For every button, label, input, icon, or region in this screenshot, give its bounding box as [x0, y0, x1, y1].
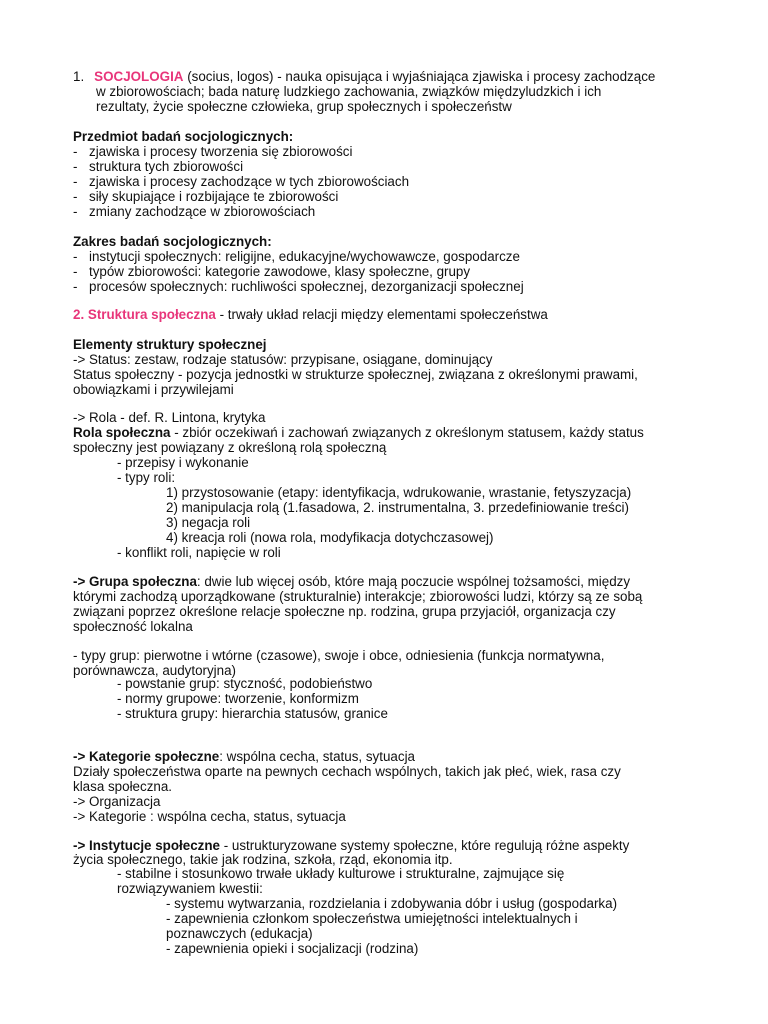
- rola-type-item: 2) manipulacja rolą (1.fasadowa, 2. instrumentalna, 3. przedefiniowanie treści): [166, 500, 629, 515]
- grupa-line4: społeczność lokalna: [73, 619, 193, 634]
- section1-line1: [73, 69, 655, 84]
- status-def-line2: obowiązkami i przywilejami: [73, 382, 234, 397]
- rola-def-text: - zbiór oczekiwań i zachowań związanych z określonym statusem, każdy status: [170, 425, 644, 440]
- grupa-term: -> Grupa społeczna: [73, 574, 197, 589]
- instytucje-line1: [73, 838, 629, 853]
- rola-sub-item: - typy roli:: [117, 470, 176, 485]
- przedmiot-item: siły skupiające i rozbijające te zbiorowości: [89, 189, 339, 204]
- przedmiot-bullet: -: [73, 189, 78, 204]
- przedmiot-bullet: -: [73, 174, 78, 189]
- section1-line2: w zbiorowościach; bada naturę ludzkiego zachowania, związków międzyludzkich i ich: [96, 84, 602, 99]
- grupa-sub-item: - normy grupowe: tworzenie, konformizm: [117, 691, 359, 706]
- grupa-line1: [73, 574, 630, 589]
- grupa-line2: którymi zachodzą uporządkowane (strukturalnie) interakcje; zbiorowości ludzi, którzy są ze sobą: [73, 589, 643, 604]
- kategorie-line2: Działy społeczeństwa oparte na pewnych cechach wspólnych, takich jak płeć, wiek, rasa czy: [73, 764, 621, 779]
- kategorie-line5: -> Kategorie : wspólna cecha, status, sytuacja: [73, 809, 346, 824]
- instytucje-func-item: poznawczych (edukacja): [166, 926, 313, 941]
- section1-term: SOCJOLOGIA: [94, 69, 184, 84]
- rola-sub-item: - konflikt roli, napięcie w roli: [117, 545, 281, 560]
- przedmiot-item: zmiany zachodzące w zbiorowościach: [89, 204, 316, 219]
- zakres-item: instytucji społecznych: religijne, edukacyjne/wychowawcze, gospodarcze: [89, 249, 520, 264]
- instytucje-sub-line1: - stabilne i stosunkowo trwałe układy kulturowe i strukturalne, zajmujące się: [117, 866, 565, 881]
- kategorie-line3: klasa społeczna.: [73, 779, 172, 794]
- zakres-bullet: -: [73, 249, 78, 264]
- zakres-heading: Zakres badań socjologicznych:: [73, 234, 272, 249]
- rola-type-item: 3) negacja roli: [166, 515, 251, 530]
- elementy-heading: Elementy struktury społecznej: [73, 337, 267, 352]
- kategorie-line4: -> Organizacja: [73, 794, 161, 809]
- section1-number: 1.: [73, 69, 85, 84]
- status-def-line1: Status społeczny - pozycja jednostki w strukturze społecznej, związana z określonymi prawami,: [73, 367, 638, 382]
- section1-line1-text: (socius, logos) - nauka opisująca i wyjaśniająca zjawiska i procesy zachodzące: [183, 69, 656, 84]
- przedmiot-item: zjawiska i procesy tworzenia się zbiorowości: [89, 144, 353, 159]
- status-line: -> Status: zestaw, rodzaje statusów: przypisane, osiągane, dominujący: [73, 352, 493, 367]
- rola-term: Rola społeczna: [73, 425, 171, 440]
- grupa-typy-line1: - typy grup: pierwotne i wtórne (czasowe), swoje i obce, odniesienia (funkcja normatywna,: [73, 648, 605, 663]
- zakres-bullet: -: [73, 264, 78, 279]
- przedmiot-bullet: -: [73, 159, 78, 174]
- section1-line3: rezultaty, życie społeczne człowieka, grup społecznych i społeczeństw: [96, 99, 512, 114]
- section2-line: [73, 307, 548, 322]
- instytucje-sub-line2: rozwiązywaniem kwestii:: [117, 881, 263, 896]
- kategorie-line1-text: : wspólna cecha, status, sytuacja: [219, 749, 415, 764]
- instytucje-func-item: - zapewnienia członkom społeczeństwa umiejętności intelektualnych i: [166, 911, 578, 926]
- rola-type-item: 1) przystosowanie (etapy: identyfikacja, wdrukowanie, wrastanie, fetyszyzacja): [166, 485, 632, 500]
- grupa-sub-item: - struktura grupy: hierarchia statusów, granice: [117, 706, 388, 721]
- rola-line: -> Rola - def. R. Lintona, krytyka: [73, 410, 266, 425]
- rola-def-line2: społeczny jest powiązany z określoną rolą społeczną: [73, 440, 387, 455]
- instytucje-line1-text: - ustrukturyzowane systemy społeczne, które regulują różne aspekty: [219, 838, 630, 853]
- kategorie-line1: [73, 749, 415, 764]
- section2-text: - trwały układ relacji między elementami społeczeństwa: [215, 307, 548, 322]
- rola-type-item: 4) kreacja roli (nowa rola, modyfikacja dotychczasowej): [166, 530, 494, 545]
- zakres-item: procesów społecznych: ruchliwości społecznej, dezorganizacji społecznej: [89, 279, 524, 294]
- przedmiot-heading: Przedmiot badań socjologicznych:: [73, 129, 294, 144]
- instytucje-line2: życia społecznego, takie jak rodzina, szkoła, rząd, ekonomia itp.: [73, 852, 453, 867]
- section2-term: 2. Struktura społeczna: [73, 307, 216, 322]
- instytucje-func-item: - zapewnienia opieki i socjalizacji (rodzina): [166, 941, 419, 956]
- grupa-line1-text: : dwie lub więcej osób, które mają poczucie wspólnej tożsamości, między: [196, 574, 631, 589]
- zakres-item: typów zbiorowości: kategorie zawodowe, klasy społeczne, grupy: [89, 264, 471, 279]
- grupa-typy-line2: porównawcza, audytoryjna): [73, 663, 237, 678]
- rola-def-line1: [73, 425, 644, 440]
- grupa-line3: związani poprzez określone relacje społeczne np. rodzina, grupa przyjaciół, organizacja czy: [73, 604, 616, 619]
- przedmiot-item: struktura tych zbiorowości: [89, 159, 244, 174]
- grupa-sub-item: - powstanie grup: styczność, podobieństwo: [117, 676, 373, 691]
- kategorie-term: -> Kategorie społeczne: [73, 749, 220, 764]
- zakres-bullet: -: [73, 279, 78, 294]
- przedmiot-bullet: -: [73, 144, 78, 159]
- instytucje-term: -> Instytucje społeczne: [73, 838, 220, 853]
- przedmiot-bullet: -: [73, 204, 78, 219]
- przedmiot-item: zjawiska i procesy zachodzące w tych zbiorowościach: [89, 174, 410, 189]
- rola-sub-item: - przepisy i wykonanie: [117, 455, 249, 470]
- instytucje-func-item: - systemu wytwarzania, rozdzielania i zdobywania dóbr i usług (gospodarka): [166, 896, 618, 911]
